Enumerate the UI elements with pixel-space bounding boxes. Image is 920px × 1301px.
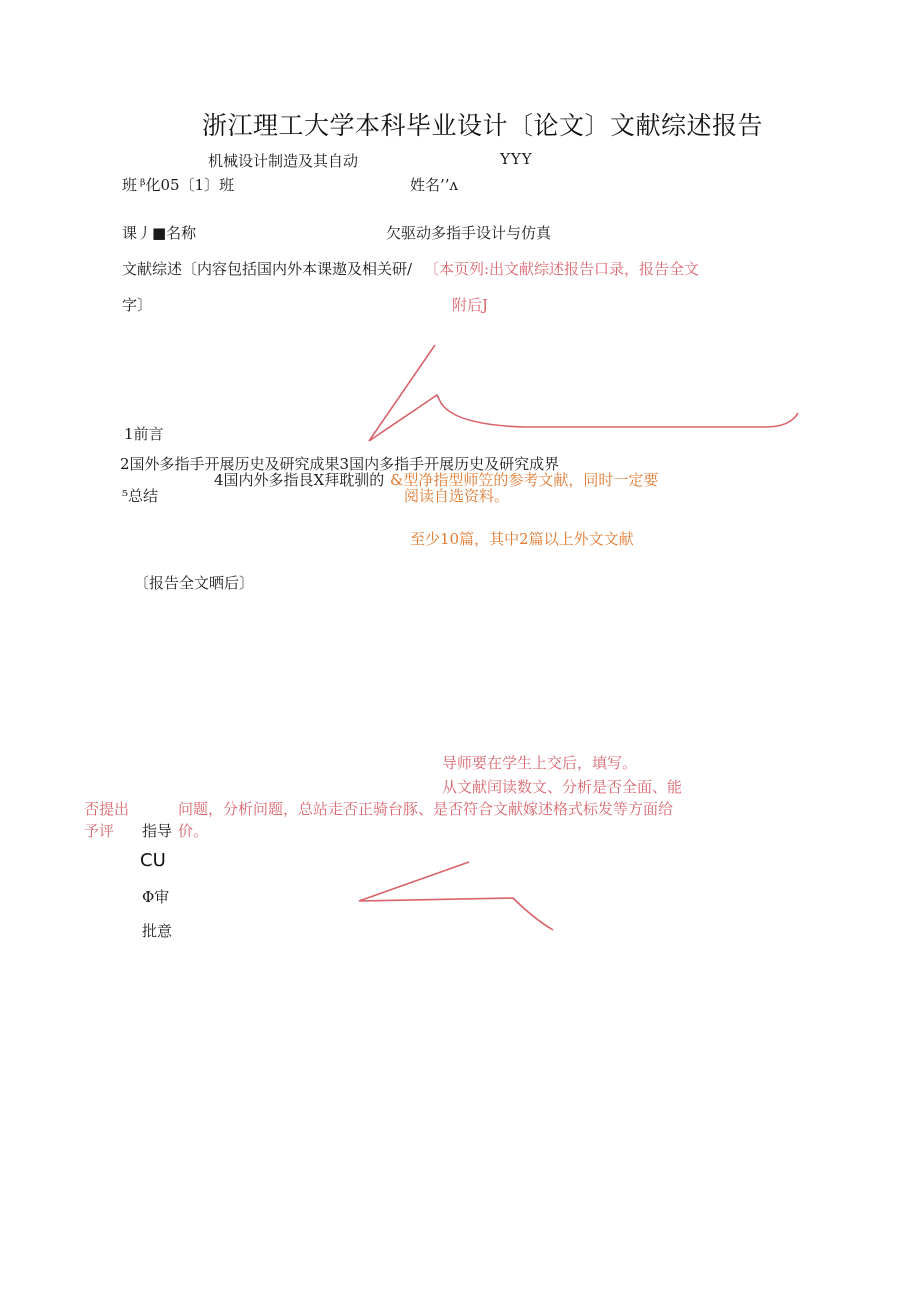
outline-item-4-note: &型净指型师笠的参考文献，同时一定要 [390,471,659,489]
class-label: 班 [122,176,138,194]
review-note-line1: 〔本页列:出文献综述报告口录，报告全文 [424,260,700,278]
advisor-left-2: 予评 [84,822,115,840]
advisor-left-1: 否提出 [84,800,130,818]
advisor-note-1: 导师要在学生上交后，填写。 [442,754,638,772]
page-title: 浙江理工大学本科毕业设计〔论文〕文献综述报告 [202,111,764,140]
outline-item-5: ⁵总结 [122,487,159,505]
advisor-label-piyi: 批意 [142,922,173,940]
advisor-note-4: 价。 [178,822,209,840]
advisor-note-3: 问题，分析问题，总站走否正骑台豚、是否符合文献嫁述格式标发等方面给 [178,800,674,818]
review-label-line1: 文献综述〔内容包括国内外本课遨及相关研/ [122,260,413,278]
advisor-label-cu: CU [140,850,166,871]
outline-item-2-3: 2国外多指手开展历史及研究成果3国内多指手开展历史及研究成界 [120,455,560,473]
callout-arrow-1 [365,343,805,443]
callout-arrow-2 [355,858,565,938]
advisor-label-phi: Φ审 [142,888,170,906]
review-note-line2: 附后J [452,296,489,314]
outline-item-4-note2: 阅读自选资料。 [404,487,510,505]
review-label-line2: 字〕 [122,296,153,314]
report-attached-note: 〔报告全文晒后〕 [134,574,255,592]
major-value: 机械设计制造及其自动 [208,152,359,170]
class-value: ᵝ化05〔1〕班 [140,176,235,194]
topic-label: 课丿■名称 [122,224,197,242]
advisor-note-2: 从文献闰读数文、分析是否全面、能 [442,778,683,796]
advisor-label-zhidao: 指导 [142,822,173,840]
topic-value: 欠驱动多指手设计与仿真 [386,224,552,242]
requirement-note: 至少10篇，其中2篇以上外文文献 [410,530,634,548]
outline-item-1: 1前言 [124,425,164,443]
outline-item-4: 4国内外多指艮X拜耽驯的 [214,471,385,489]
major-code: YYY [500,150,533,168]
student-name-label: 姓名’’ᴧ [410,176,459,194]
